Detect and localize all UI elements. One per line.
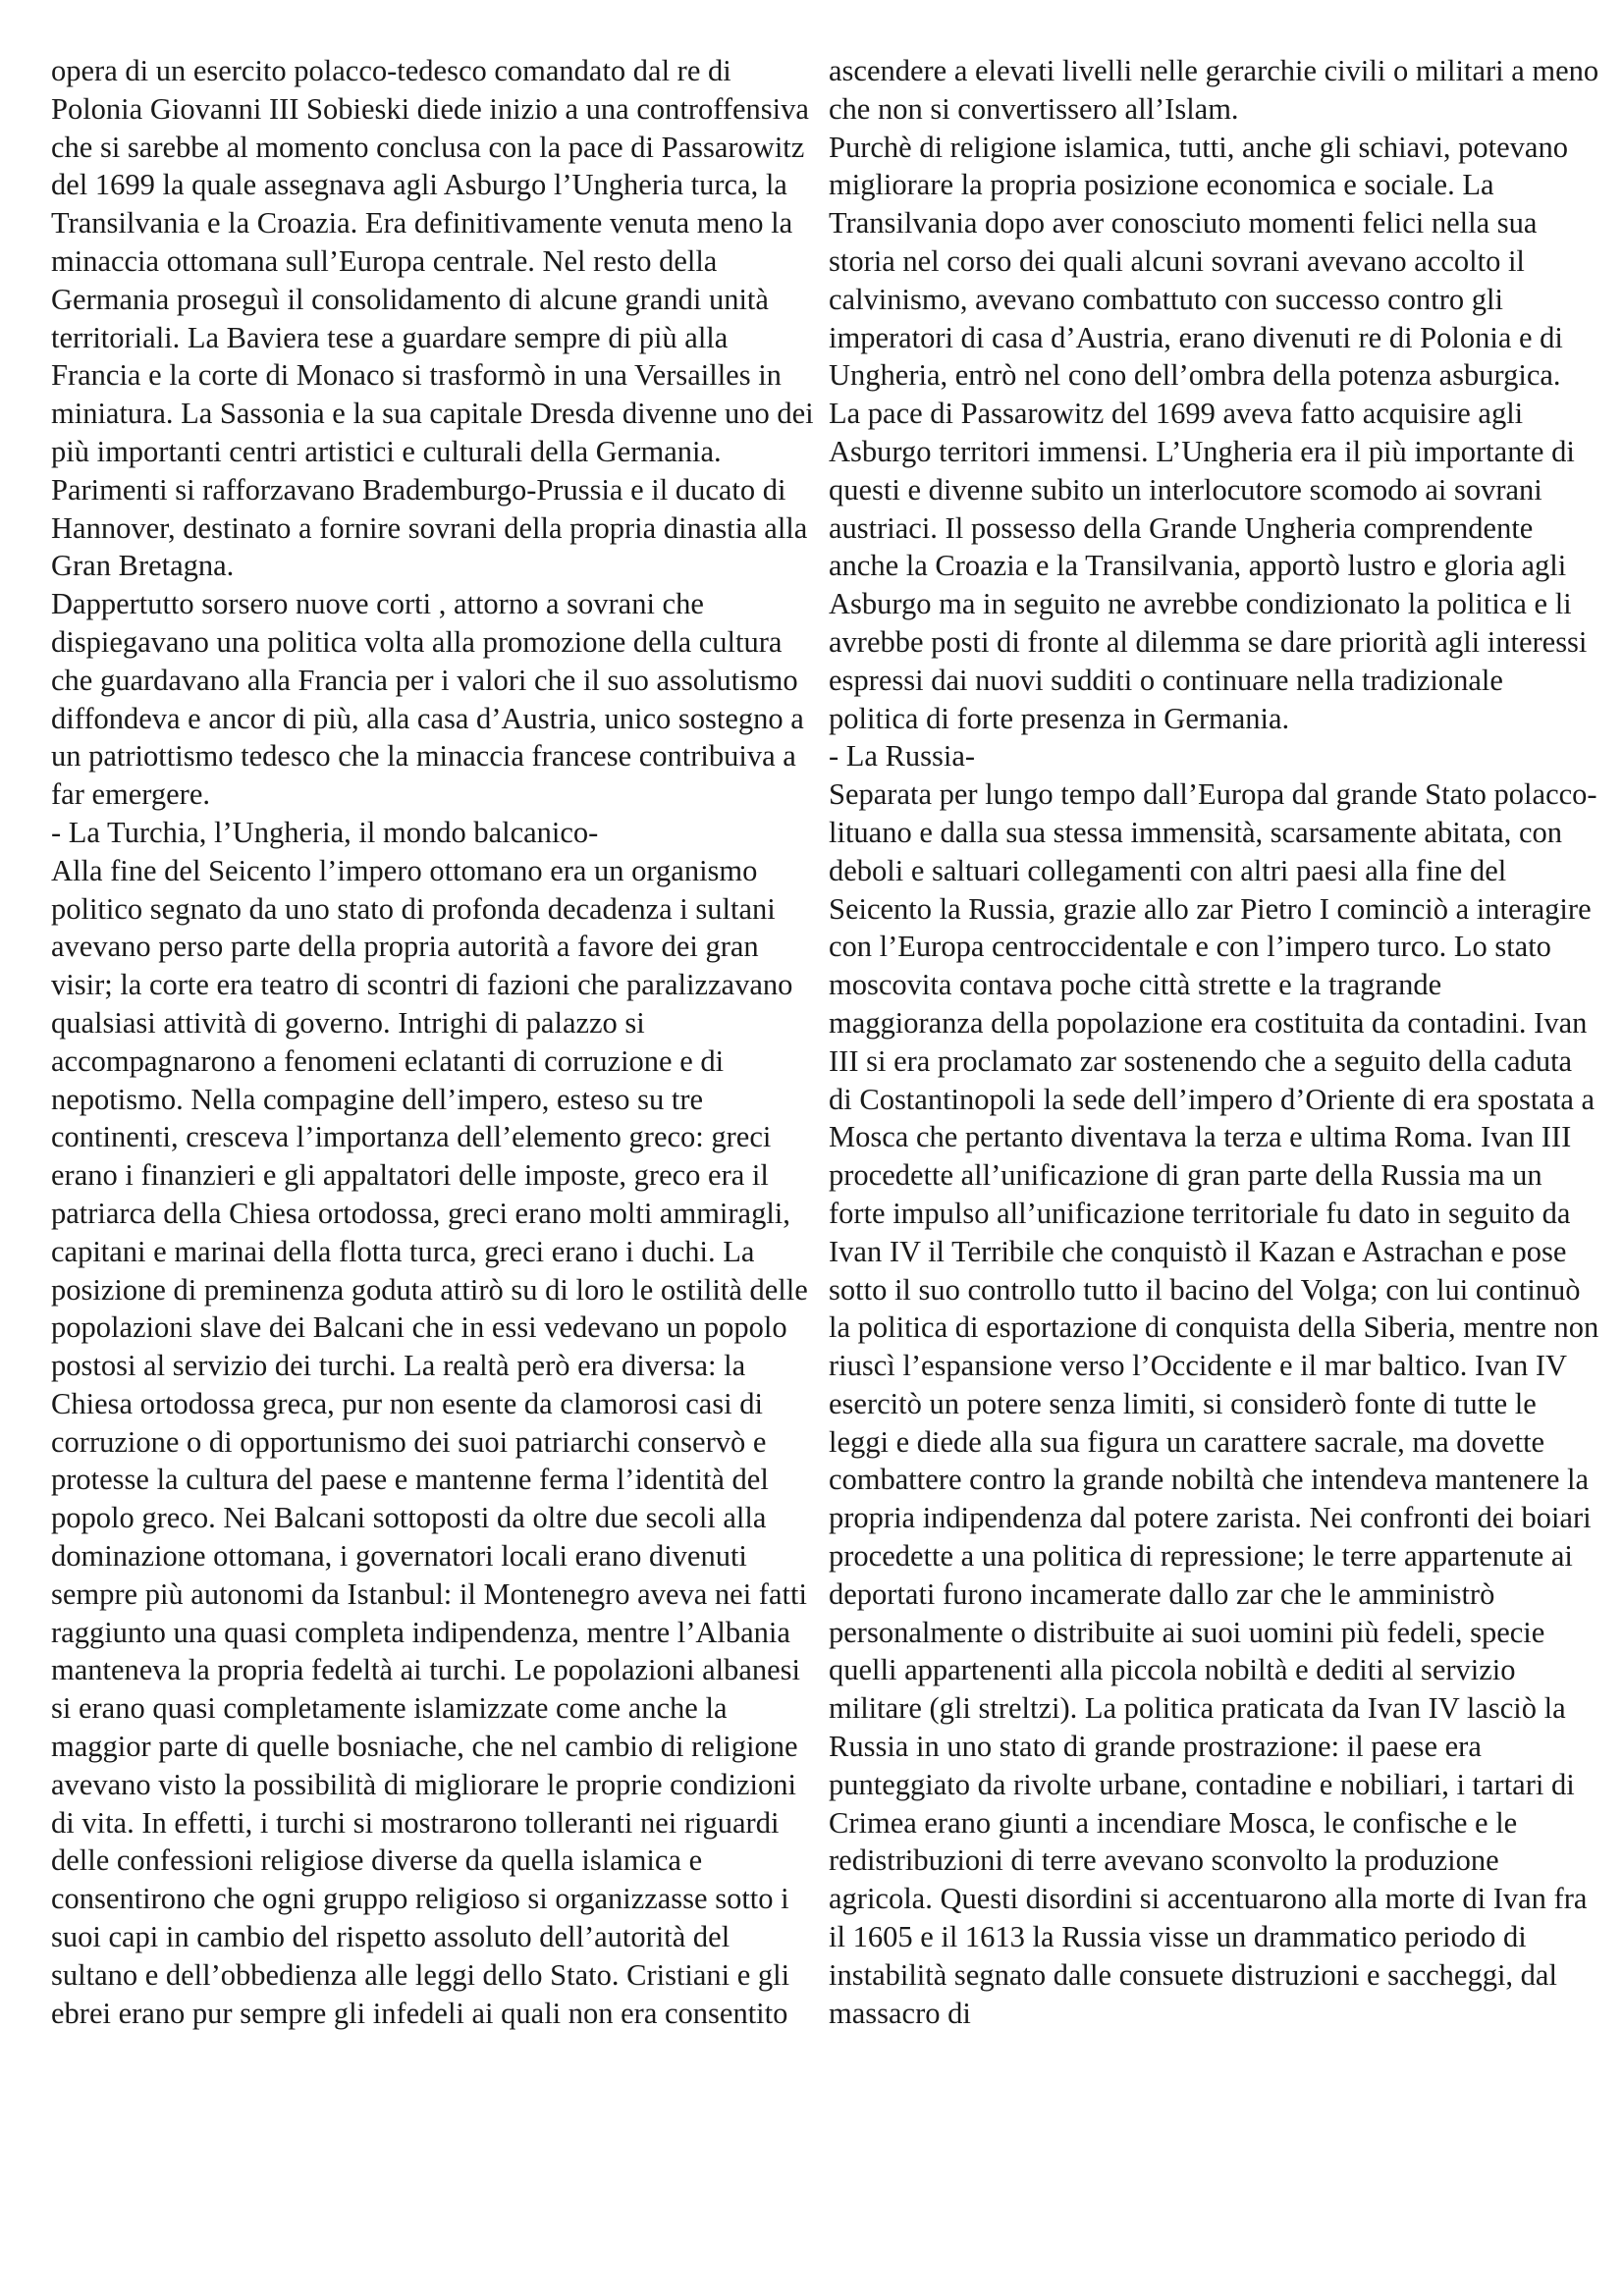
section-heading: - La Turchia, l’Ungheria, il mondo balcanico- — [51, 815, 599, 849]
paragraph: Dappertutto sorsero nuove corti , attorno a sovrani che dispiegavano una politica volta alla promozione della cultura che guardavano alla Francia per i valori che il suo assolutismo diffondeva e ancor di più, alla casa d’Austria, unico sostegno a un patriottismo tedesco che la minaccia francese contribuiva a far emergere. — [51, 587, 804, 812]
paragraph: Purchè di religione islamica, tutti, anche gli schiavi, potevano migliorare la propria posizione economica e sociale. La Transilvania dopo aver conosciuto momenti felici nella sua storia nel corso dei quali alcuni sovrani avevano accolto il calvinismo, avevano combattuto con successo contro gli imperatori di casa d’Austria, erano divenuti re di Polonia e di Ungheria, entrò nel cono dell’ombra della potenza asburgica. La pace di Passarowitz del 1699 aveva fatto acquisire agli Asburgo territori immensi. L’Ungheria era il più importante di questi e divenne subito un interlocutore scomodo ai sovrani austriaci. Il possesso della Grande Ungheria comprendente anche la Croazia e la Transilvania, apportò lustro e gloria agli Asburgo ma in seguito ne avrebbe condizionato la politica e li avrebbe posti di fronte al dilemma se dare priorità agli interessi espressi dai nuovi sudditi o continuare nella tradizionale politica di forte presenza in Germania. — [829, 130, 1588, 735]
paragraph: Alla fine del Seicento l’impero ottomano era un organismo politico segnato da uno stato di profonda decadenza i sultani avevano perso parte della propria autorità a favore dei gran visir; la corte era teatro di scontri di fazioni che paralizzavano qualsiasi attività di governo. Intrighi di palazzo si accompagnarono a fenomeni eclatanti di corruzione e di nepotismo. Nella compagine dell’impero, esteso su tre continenti, cresceva l’importanza dell’elemento greco: greci erano i finanzieri e gli appaltatori delle imposte, greco era il patriarca della Chiesa ortodossa, greci erano molti ammiragli, capitani e marinai della flotta turca, greci erano i duchi. La posizione di preminenza goduta attirò su di loro le ostilità delle popolazioni slave dei Balcani che in essi vedevano un popolo postosi al servizio dei turchi. La realtà però era diversa: la Chiesa ortodossa greca, pur non esente da clamorosi casi di corruzione o di opportunismo dei suoi patriarchi conservò e protesse la cultura del paese e mantenne ferma l’identità del popolo greco. Nei Balcani sottoposti da oltre due secoli alla dominazione ottomana, i governatori locali erano divenuti sempre più autonomi da Istanbul: il Montenegro aveva nei fatti raggiunto una quasi completa indipendenza, mentre l’Albania manteneva la propria fedeltà ai turchi. Le popolazioni albanesi si erano quasi completamente islamizzate come anche la maggior parte di quelle bosniache, che nel cambio di religione avevano visto la possibilità di migliorare le proprie condizioni di vita. In effetti, i turchi si mostrarono tolleranti nei riguardi delle confessioni religiose diverse da quella islamica e consentirono che ogni gruppo religioso si organizzasse sotto i suoi capi in cambio del rispetto assoluto dell’autorità del sultano e dell’obbedienza alle leggi dello Stato. Cristiani e gli ebrei erano pur sempre gli infedeli ai quali non era consentito — [51, 853, 808, 2030]
left-text-column — [51, 52, 822, 2241]
right-text-column — [829, 52, 1599, 2241]
paragraph: ascendere a elevati livelli nelle gerarchie civili o militari a meno che non si convertissero all’Islam. — [829, 54, 1599, 126]
paragraph: opera di un esercito polacco-tedesco comandato dal re di Polonia Giovanni III Sobieski diede inizio a una controffensiva che si sarebbe al momento conclusa con la pace di Passarowitz del 1699 la quale assegnava agli Asburgo l’Ungheria turca, la Transilvania e la Croazia. Era definitivamente venuta meno la minaccia ottomana sull’Europa centrale. Nel resto della Germania proseguì il consolidamento di alcune grandi unità territoriali. La Baviera tese a guardare sempre di più alla Francia e la corte di Monaco si trasformò in una Versailles in miniatura. La Sassonia e la sua capitale Dresda divenne uno dei più importanti centri artistici e culturali della Germania. Parimenti si rafforzavano Brademburgo-Prussia e il ducato di Hannover, destinato a fornire sovrani della propria dinastia alla Gran Bretagna. — [51, 54, 814, 583]
section-heading: - La Russia- — [829, 739, 976, 774]
paragraph: Separata per lungo tempo dall’Europa dal grande Stato polacco-lituano e dalla sua stessa immensità, scarsamente abitata, con deboli e saltuari collegamenti con altri paesi alla fine del Seicento la Russia, grazie allo zar Pietro I cominciò a interagire con l’Europa centroccidentale e con l’impero turco. Lo stato moscovita contava poche città strette e la tragrande maggioranza della popolazione era costituita da contadini. Ivan III si era proclamato zar sostenendo che a seguito della caduta di Costantinopoli la sede dell’impero d’Oriente di era spostata a Mosca che pertanto diventava la terza e ultima Roma. Ivan III procedette all’unificazione di gran parte della Russia ma un forte impulso all’unificazione territoriale fu dato in seguito da Ivan IV il Terribile che conquistò il Kazan e Astrachan e pose sotto il suo controllo tutto il bacino del Volga; con lui continuò la politica di esportazione di conquista della Siberia, mentre non riuscì l’espansione verso l’Occidente e il mar baltico. Ivan IV esercitò un potere senza limiti, si considerò fonte di tutte le leggi e diede alla sua figura un carattere sacrale, ma dovette combattere contro la grande nobiltà che intendeva mantenere la propria indipendenza dal potere zarista. Nei confronti dei boiari procedette a una politica di repressione; le terre appartenute ai deportati furono incamerate dallo zar che le amministrò personalmente o distribuite ai suoi uomini più fedeli, specie quelli appartenenti alla piccola nobiltà e dediti al servizio militare (gli streltzi). La politica praticata da Ivan IV lasciò la Russia in uno stato di grande prostrazione: il paese era punteggiato da rivolte urbane, contadine e nobiliari, i tartari di Crimea erano giunti a incendiare Mosca, le confische e le redistribuzioni di terre avevano sconvolto la produzione agricola. Questi disordini si accentuarono alla morte di Ivan fra il 1605 e il 1613 la Russia visse un drammatico periodo di instabilità segnato dalle consuete distruzioni e saccheggi, dal massacro di — [829, 777, 1599, 2030]
